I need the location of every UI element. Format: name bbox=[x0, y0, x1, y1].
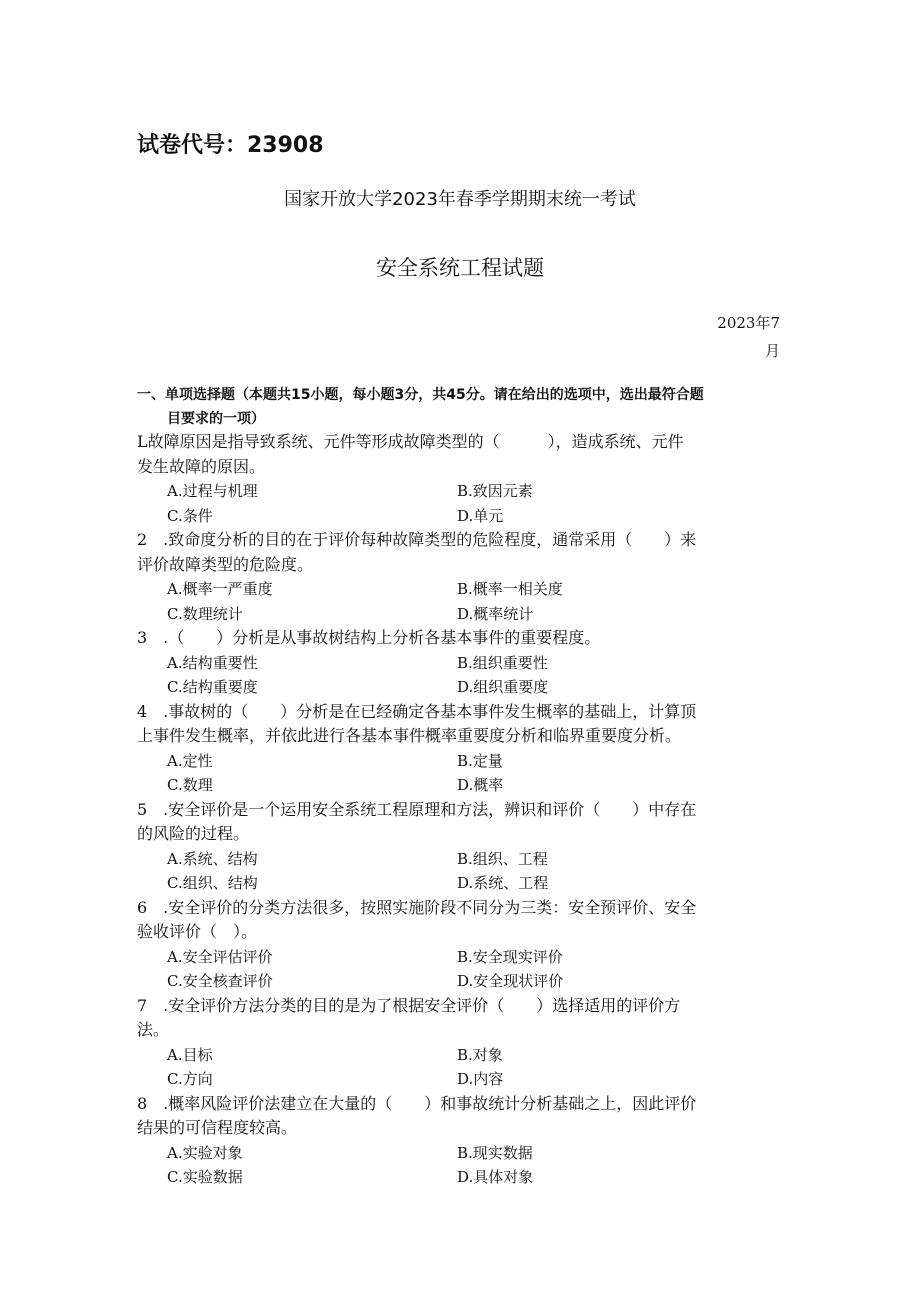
answer-option: B.定量 bbox=[457, 751, 503, 770]
answer-option: A.概率一严重度 bbox=[167, 580, 273, 598]
option-row bbox=[137, 1141, 787, 1166]
question-stem-line: 评价故障类型的危险度。 bbox=[137, 554, 314, 574]
option-row bbox=[137, 773, 787, 798]
answer-option: B.安全现实评价 bbox=[457, 947, 563, 966]
option-row bbox=[137, 1067, 787, 1092]
section-heading-line1: 一、单项选择题（本题共15小题，每小题3分，共45分。请在给出的选项中，选出最符合题 bbox=[137, 387, 704, 403]
option-row bbox=[137, 577, 787, 602]
answer-option: C.条件 bbox=[167, 506, 213, 525]
answer-option: A.安全评估评价 bbox=[167, 947, 273, 966]
question-3 bbox=[137, 626, 787, 700]
option-row bbox=[137, 969, 787, 994]
option-row bbox=[137, 749, 787, 774]
option-row bbox=[137, 1165, 787, 1190]
question-6 bbox=[137, 896, 787, 994]
question-2 bbox=[137, 528, 787, 626]
question-7 bbox=[137, 994, 787, 1092]
answer-option: B.对象 bbox=[457, 1045, 503, 1064]
option-row bbox=[137, 504, 787, 529]
answer-option: B.概率一相关度 bbox=[457, 580, 563, 598]
answer-option: D.单元 bbox=[457, 506, 504, 525]
answer-option: D.组织重要度 bbox=[457, 678, 549, 696]
question-5 bbox=[137, 798, 787, 896]
question-list bbox=[137, 430, 787, 1190]
option-row bbox=[137, 871, 787, 896]
answer-option: B.组织重要性 bbox=[457, 653, 548, 672]
answer-option: A.实验对象 bbox=[167, 1143, 243, 1162]
answer-option: B.组织、工程 bbox=[457, 849, 548, 868]
answer-option: A.定性 bbox=[167, 751, 213, 770]
answer-option: C.数理 bbox=[167, 776, 213, 794]
question-1 bbox=[137, 430, 787, 528]
answer-option: A.系统、结构 bbox=[167, 849, 258, 868]
answer-option: D.安全现状评价 bbox=[457, 972, 564, 990]
option-row bbox=[137, 945, 787, 970]
answer-option: D.内容 bbox=[457, 1070, 504, 1088]
question-stem-line: L故障原因是指导致系统、元件等形成故障类型的（ ），造成系统、元件 bbox=[137, 432, 684, 451]
question-stem-line: 7 .安全评价方法分类的目的是为了根据安全评价（ ）选择适用的评价方 bbox=[137, 995, 681, 1015]
exam-name: 国家开放大学2023年春季学期期末统一考试 bbox=[284, 189, 636, 210]
exam-date-line2: 月 bbox=[764, 342, 780, 360]
answer-option: C.数理统计 bbox=[167, 604, 243, 623]
question-stem-line: 4 .事故树的（ ）分析是在已经确定各基本事件发生概率的基础上，计算顶 bbox=[137, 701, 697, 721]
answer-option: B.现实数据 bbox=[457, 1143, 533, 1162]
answer-option: D.具体对象 bbox=[457, 1168, 534, 1186]
answer-option: C.方向 bbox=[167, 1070, 213, 1088]
answer-option: B.致因元素 bbox=[457, 482, 533, 500]
option-row bbox=[137, 479, 787, 504]
question-stem-line: 验收评价（ ）。 bbox=[137, 922, 258, 941]
question-8 bbox=[137, 1092, 787, 1190]
question-stem-line: 8 .概率风险评价法建立在大量的（ ）和事故统计分析基础之上，因此评价 bbox=[137, 1093, 697, 1113]
answer-option: A.过程与机理 bbox=[167, 482, 258, 500]
answer-option: C.实验数据 bbox=[167, 1168, 243, 1186]
answer-option: C.安全核查评价 bbox=[167, 972, 273, 990]
question-stem-line: 6 .安全评价的分类方法很多，按照实施阶段不同分为三类：安全预评价、安全 bbox=[137, 897, 697, 917]
question-stem-line: 发生故障的原因。 bbox=[137, 456, 266, 476]
question-stem-line: 的风险的过程。 bbox=[137, 824, 250, 843]
answer-option: D.概率统计 bbox=[457, 604, 534, 623]
question-stem-line: 法。 bbox=[137, 1020, 170, 1039]
option-row bbox=[137, 847, 787, 872]
section-heading bbox=[137, 383, 787, 431]
option-row bbox=[137, 1043, 787, 1068]
answer-option: C.组织、结构 bbox=[167, 874, 258, 892]
answer-option: D.概率 bbox=[457, 776, 504, 794]
question-stem-line: 上事件发生概率，并依此进行各基本事件概率重要度分析和临界重要度分析。 bbox=[137, 726, 682, 745]
answer-option: A.结构重要性 bbox=[167, 653, 258, 672]
exam-title: 安全系统工程试题 bbox=[376, 256, 544, 280]
paper-code: 试卷代号：23908 bbox=[137, 133, 324, 158]
question-stem-line: 5 .安全评价是一个运用安全系统工程原理和方法，辨识和评价（ ）中存在 bbox=[137, 799, 697, 819]
section-heading-line2: 目要求的一项） bbox=[167, 411, 265, 427]
exam-date-line1: 2023年7 bbox=[717, 314, 780, 332]
question-stem-line: 2 .致命度分析的目的在于评价每种故障类型的危险程度，通常采用（ ）来 bbox=[137, 530, 697, 549]
answer-option: A.目标 bbox=[167, 1045, 213, 1064]
question-stem-line: 结果的可信程度较高。 bbox=[137, 1118, 298, 1137]
answer-option: C.结构重要度 bbox=[167, 678, 258, 696]
option-row bbox=[137, 675, 787, 700]
answer-option: D.系统、工程 bbox=[457, 874, 549, 892]
question-stem-line: 3 .（ ）分析是从事故树结构上分析各基本事件的重要程度。 bbox=[137, 628, 601, 647]
option-row bbox=[137, 651, 787, 676]
question-4 bbox=[137, 700, 787, 798]
option-row bbox=[137, 602, 787, 627]
